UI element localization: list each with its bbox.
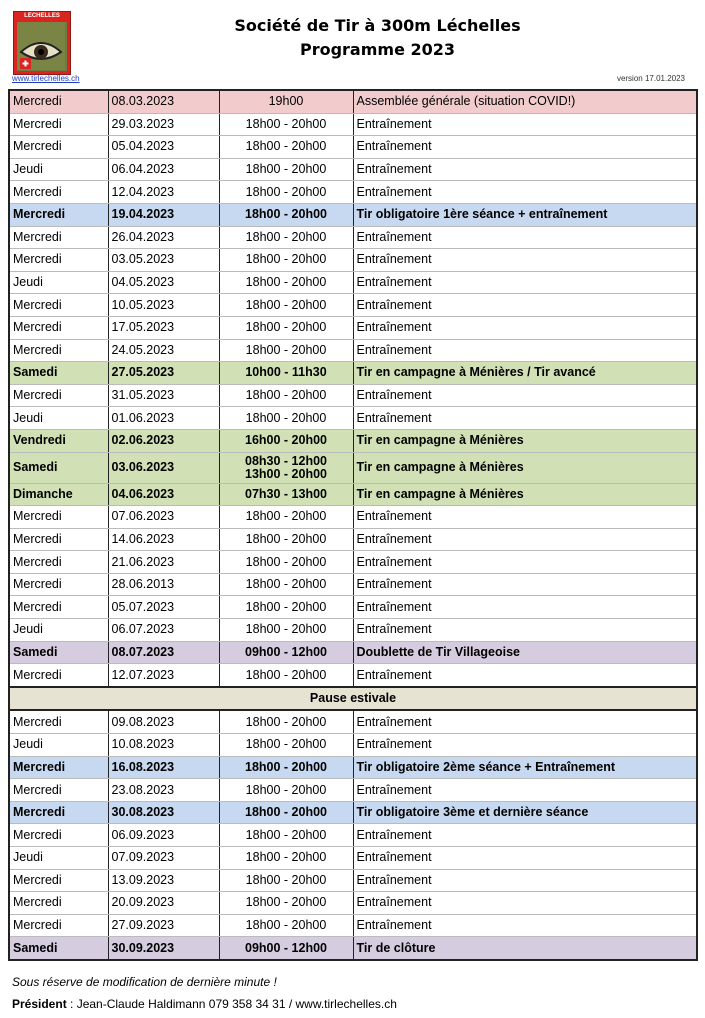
- row-event: Entraînement: [353, 914, 697, 937]
- row-event: Assemblée générale (situation COVID!): [353, 90, 697, 113]
- row-day: Mercredi: [9, 316, 108, 339]
- row-day: Mercredi: [9, 892, 108, 915]
- row-date: 16.08.2023: [108, 756, 219, 779]
- summer-break-row: [9, 687, 697, 711]
- row-event: Entraînement: [353, 892, 697, 915]
- row-day: Samedi: [9, 937, 108, 960]
- row-event: Entraînement: [353, 710, 697, 733]
- summer-break-label: Pause estivale: [9, 687, 697, 711]
- schedule-row: [9, 506, 697, 529]
- row-day: Mercredi: [9, 779, 108, 802]
- row-event: Tir en campagne à Ménières: [353, 483, 697, 506]
- row-time: 18h00 - 20h00: [219, 801, 353, 824]
- row-day: Jeudi: [9, 847, 108, 870]
- row-event: Entraînement: [353, 136, 697, 159]
- row-day: Mercredi: [9, 506, 108, 529]
- row-date: 20.09.2023: [108, 892, 219, 915]
- row-day: Mercredi: [9, 824, 108, 847]
- row-day: Mercredi: [9, 664, 108, 687]
- row-event: Tir obligatoire 3ème et dernière séance: [353, 801, 697, 824]
- row-day: Mercredi: [9, 384, 108, 407]
- row-day: Mercredi: [9, 551, 108, 574]
- row-day: Jeudi: [9, 158, 108, 181]
- row-event: Entraînement: [353, 339, 697, 362]
- row-date: 27.09.2023: [108, 914, 219, 937]
- row-event: Entraînement: [353, 407, 697, 430]
- row-day: Samedi: [9, 641, 108, 664]
- row-day: Mercredi: [9, 226, 108, 249]
- row-event: Entraînement: [353, 316, 697, 339]
- row-time: 19h00: [219, 90, 353, 113]
- row-time: 18h00 - 20h00: [219, 892, 353, 915]
- row-date: 12.07.2023: [108, 664, 219, 687]
- row-time: 18h00 - 20h00: [219, 756, 353, 779]
- row-date: 23.08.2023: [108, 779, 219, 802]
- schedule-row: [9, 90, 697, 113]
- schedule-row: [9, 734, 697, 757]
- schedule-row: [9, 271, 697, 294]
- row-time: 18h00 - 20h00: [219, 619, 353, 642]
- row-date: 28.06.2013: [108, 573, 219, 596]
- row-time: 18h00 - 20h00: [219, 158, 353, 181]
- schedule-row: [9, 316, 697, 339]
- row-date: 27.05.2023: [108, 362, 219, 385]
- row-date: 30.08.2023: [108, 801, 219, 824]
- row-event: Entraînement: [353, 271, 697, 294]
- schedule-row: [9, 847, 697, 870]
- row-day: Dimanche: [9, 483, 108, 506]
- row-event: Tir en campagne à Ménières / Tir avancé: [353, 362, 697, 385]
- schedule-row: [9, 249, 697, 272]
- schedule-table: [8, 89, 698, 961]
- row-event: Entraînement: [353, 249, 697, 272]
- row-event: Entraînement: [353, 596, 697, 619]
- schedule-row: [9, 362, 697, 385]
- row-date: 01.06.2023: [108, 407, 219, 430]
- row-time: 18h00 - 20h00: [219, 136, 353, 159]
- schedule-row: [9, 619, 697, 642]
- website-link[interactable]: www.tirlechelles.ch: [12, 74, 80, 83]
- schedule-row: [9, 573, 697, 596]
- schedule-row: [9, 113, 697, 136]
- row-day: Mercredi: [9, 528, 108, 551]
- row-time-part: 08h30 - 12h00: [245, 453, 327, 468]
- row-time: 18h00 - 20h00: [219, 734, 353, 757]
- schedule-row: [9, 824, 697, 847]
- row-date: 06.04.2023: [108, 158, 219, 181]
- row-day: Jeudi: [9, 407, 108, 430]
- row-time-part: 13h00 - 20h00: [245, 466, 327, 481]
- row-time: 16h00 - 20h00: [219, 429, 353, 452]
- row-day: Mercredi: [9, 710, 108, 733]
- schedule-row: [9, 779, 697, 802]
- row-day: Mercredi: [9, 756, 108, 779]
- eye-icon: [17, 22, 65, 70]
- schedule-row: [9, 596, 697, 619]
- row-date: 06.09.2023: [108, 824, 219, 847]
- row-date: 26.04.2023: [108, 226, 219, 249]
- row-date: 03.06.2023: [108, 452, 219, 483]
- schedule-row: [9, 483, 697, 506]
- row-time: 18h00 - 20h00: [219, 869, 353, 892]
- row-date: 10.05.2023: [108, 294, 219, 317]
- row-time: 18h00 - 20h00: [219, 664, 353, 687]
- row-date: 29.03.2023: [108, 113, 219, 136]
- row-day: Vendredi: [9, 429, 108, 452]
- president-text: : Jean-Claude Haldimann 079 358 34 31 / www.tirlechelles.ch: [66, 997, 397, 1011]
- row-event: Entraînement: [353, 506, 697, 529]
- row-time: 18h00 - 20h00: [219, 528, 353, 551]
- president-label: Président: [12, 997, 67, 1011]
- schedule-row: [9, 136, 697, 159]
- row-day: Mercredi: [9, 869, 108, 892]
- row-time: 18h00 - 20h00: [219, 316, 353, 339]
- row-event: Entraînement: [353, 384, 697, 407]
- schedule-row: [9, 641, 697, 664]
- row-day: Mercredi: [9, 339, 108, 362]
- row-date: 31.05.2023: [108, 384, 219, 407]
- row-event: Entraînement: [353, 734, 697, 757]
- row-date: 09.08.2023: [108, 710, 219, 733]
- row-date: 21.06.2023: [108, 551, 219, 574]
- row-date: 14.06.2023: [108, 528, 219, 551]
- row-time: 18h00 - 20h00: [219, 506, 353, 529]
- row-event: Entraînement: [353, 158, 697, 181]
- row-time: 18h00 - 20h00: [219, 824, 353, 847]
- schedule-row: [9, 429, 697, 452]
- row-event: Entraînement: [353, 573, 697, 596]
- schedule-row: [9, 664, 697, 687]
- row-event: Entraînement: [353, 664, 697, 687]
- row-date: 08.03.2023: [108, 90, 219, 113]
- schedule-row: [9, 203, 697, 226]
- row-event: Tir obligatoire 2ème séance + Entraînement: [353, 756, 697, 779]
- row-time: 18h00 - 20h00: [219, 914, 353, 937]
- row-time: 18h00 - 20h00: [219, 249, 353, 272]
- row-event: Entraînement: [353, 113, 697, 136]
- club-logo: [13, 11, 71, 75]
- row-event: Tir en campagne à Ménières: [353, 452, 697, 483]
- row-time: 18h00 - 20h00: [219, 271, 353, 294]
- row-time: 10h00 - 11h30: [219, 362, 353, 385]
- row-date: 07.09.2023: [108, 847, 219, 870]
- logo-text: LÉCHELLES: [24, 13, 60, 19]
- row-day: Mercredi: [9, 596, 108, 619]
- row-event: Entraînement: [353, 528, 697, 551]
- row-day: Mercredi: [9, 914, 108, 937]
- row-time: 18h00 - 20h00: [219, 113, 353, 136]
- row-time: [219, 452, 353, 483]
- schedule-row: [9, 528, 697, 551]
- row-date: 06.07.2023: [108, 619, 219, 642]
- row-time: 18h00 - 20h00: [219, 847, 353, 870]
- row-time: 18h00 - 20h00: [219, 573, 353, 596]
- row-event: Entraînement: [353, 181, 697, 204]
- row-time: 18h00 - 20h00: [219, 294, 353, 317]
- page-title: [150, 14, 605, 62]
- row-date: 10.08.2023: [108, 734, 219, 757]
- row-day: Mercredi: [9, 573, 108, 596]
- row-date: 04.06.2023: [108, 483, 219, 506]
- row-event: Entraînement: [353, 869, 697, 892]
- schedule-row: [9, 710, 697, 733]
- row-day: Jeudi: [9, 734, 108, 757]
- row-day: Mercredi: [9, 249, 108, 272]
- row-date: 12.04.2023: [108, 181, 219, 204]
- row-day: Mercredi: [9, 90, 108, 113]
- schedule-row: [9, 551, 697, 574]
- row-day: Samedi: [9, 452, 108, 483]
- row-date: 19.04.2023: [108, 203, 219, 226]
- version-label: version 17.01.2023: [616, 74, 685, 83]
- title-line-2: Programme 2023: [299, 40, 456, 59]
- row-time: 18h00 - 20h00: [219, 551, 353, 574]
- row-time: 18h00 - 20h00: [219, 407, 353, 430]
- schedule-row: [9, 756, 697, 779]
- schedule-row: [9, 892, 697, 915]
- row-time: 18h00 - 20h00: [219, 596, 353, 619]
- row-event: Doublette de Tir Villageoise: [353, 641, 697, 664]
- row-date: 17.05.2023: [108, 316, 219, 339]
- schedule-row: [9, 181, 697, 204]
- row-date: 08.07.2023: [108, 641, 219, 664]
- row-day: Mercredi: [9, 203, 108, 226]
- row-event: Entraînement: [353, 619, 697, 642]
- president-contact: [12, 997, 397, 1011]
- schedule-row: [9, 801, 697, 824]
- row-date: 02.06.2023: [108, 429, 219, 452]
- row-time: 18h00 - 20h00: [219, 710, 353, 733]
- row-event: Entraînement: [353, 847, 697, 870]
- row-date: 05.04.2023: [108, 136, 219, 159]
- schedule-row: [9, 407, 697, 430]
- row-event: Tir en campagne à Ménières: [353, 429, 697, 452]
- row-time: 18h00 - 20h00: [219, 384, 353, 407]
- row-date: 30.09.2023: [108, 937, 219, 960]
- schedule-row: [9, 869, 697, 892]
- schedule-row: [9, 384, 697, 407]
- row-event: Entraînement: [353, 294, 697, 317]
- row-day: Mercredi: [9, 181, 108, 204]
- schedule-row: [9, 339, 697, 362]
- row-event: Entraînement: [353, 551, 697, 574]
- schedule-row: [9, 158, 697, 181]
- row-date: 03.05.2023: [108, 249, 219, 272]
- disclaimer-note: Sous réserve de modification de dernière minute !: [12, 975, 277, 989]
- row-time: 18h00 - 20h00: [219, 181, 353, 204]
- schedule-row: [9, 914, 697, 937]
- row-time: 18h00 - 20h00: [219, 203, 353, 226]
- schedule-row: [9, 452, 697, 483]
- row-time: 18h00 - 20h00: [219, 339, 353, 362]
- row-date: 05.07.2023: [108, 596, 219, 619]
- row-day: Mercredi: [9, 294, 108, 317]
- row-day: Jeudi: [9, 271, 108, 294]
- row-day: Samedi: [9, 362, 108, 385]
- row-date: 13.09.2023: [108, 869, 219, 892]
- row-day: Jeudi: [9, 619, 108, 642]
- row-event: Tir de clôture: [353, 937, 697, 960]
- schedule-row: [9, 226, 697, 249]
- row-date: 24.05.2023: [108, 339, 219, 362]
- row-event: Tir obligatoire 1ère séance + entraînement: [353, 203, 697, 226]
- row-event: Entraînement: [353, 779, 697, 802]
- title-line-1: Société de Tir à 300m Léchelles: [234, 16, 521, 35]
- schedule-row: [9, 294, 697, 317]
- row-time: 09h00 - 12h00: [219, 641, 353, 664]
- row-day: Mercredi: [9, 113, 108, 136]
- row-time: 07h30 - 13h00: [219, 483, 353, 506]
- row-date: 07.06.2023: [108, 506, 219, 529]
- row-event: Entraînement: [353, 226, 697, 249]
- schedule-row: [9, 937, 697, 960]
- row-date: 04.05.2023: [108, 271, 219, 294]
- row-day: Mercredi: [9, 801, 108, 824]
- row-time: 09h00 - 12h00: [219, 937, 353, 960]
- row-event: Entraînement: [353, 824, 697, 847]
- row-day: Mercredi: [9, 136, 108, 159]
- row-time: 18h00 - 20h00: [219, 226, 353, 249]
- row-time: 18h00 - 20h00: [219, 779, 353, 802]
